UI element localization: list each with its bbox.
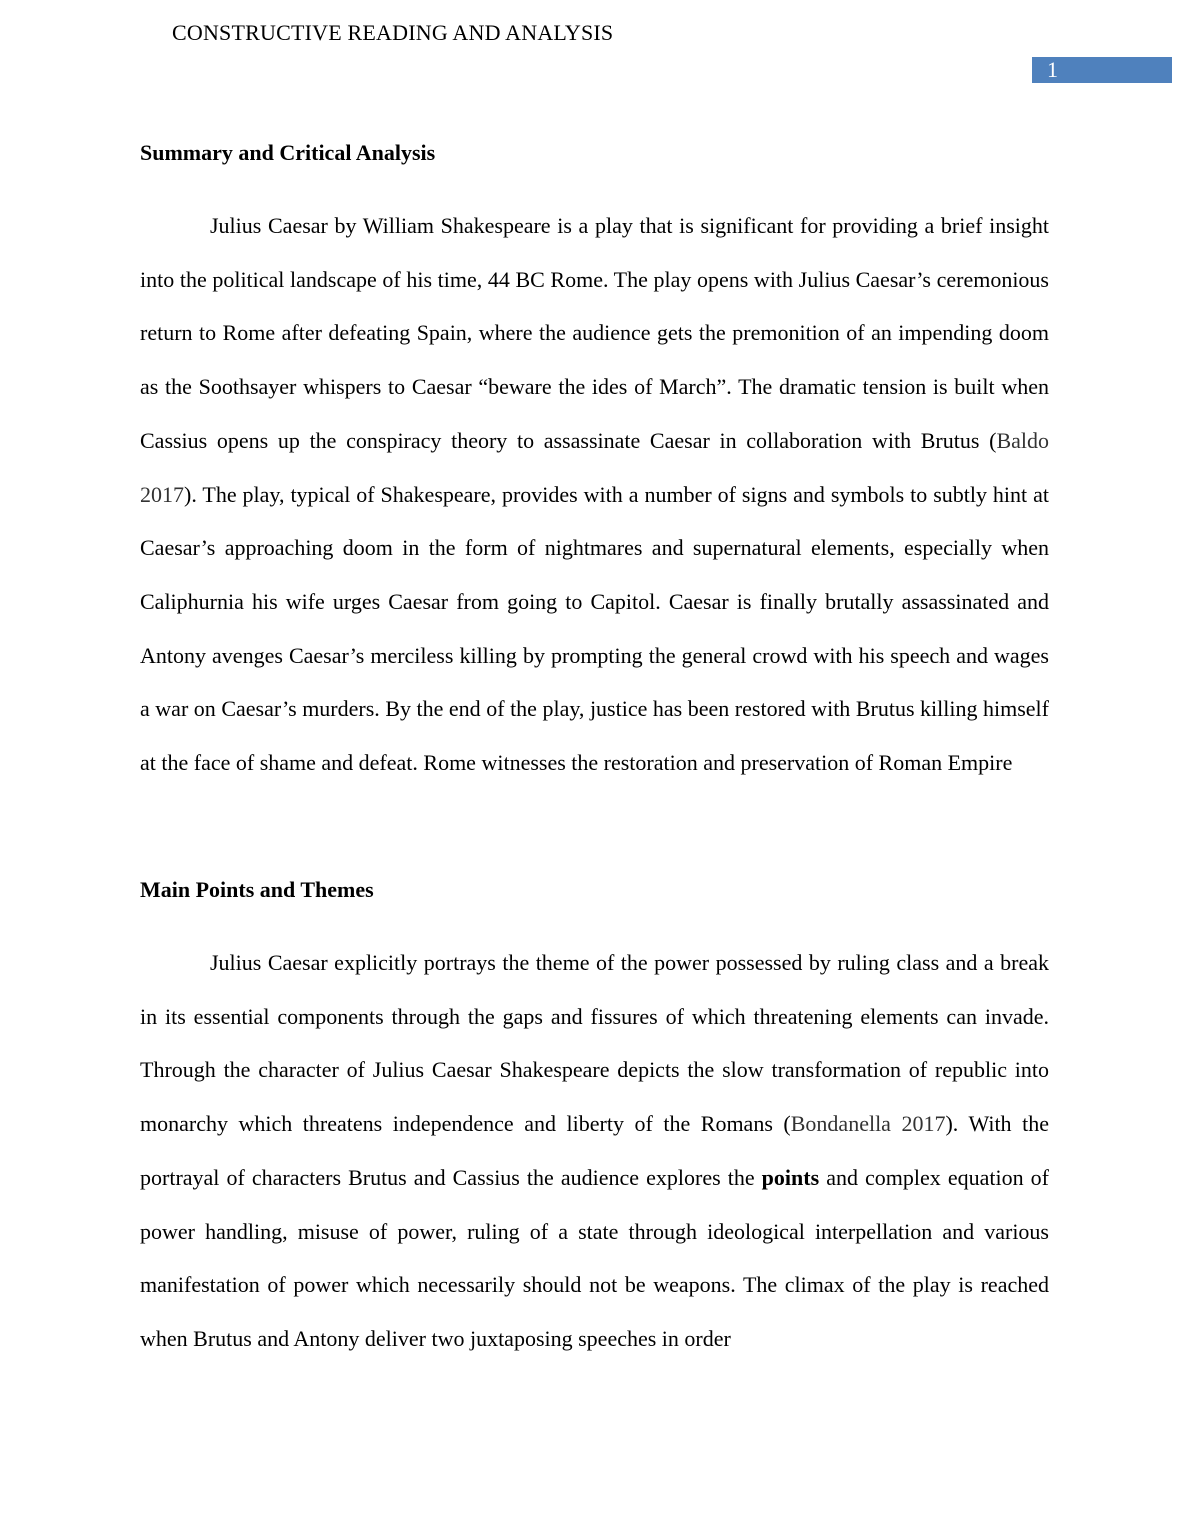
- paragraph-text: and complex equation of power handling, misuse of power, ruling of a state through ideological interpellation and various manifestation of power which necessarily should not be weapons. The climax of the play is reached when Brutus and Antony deliver two juxtaposing speeches in order: [140, 1164, 1049, 1351]
- page-number-badge: [1032, 57, 1172, 83]
- summary-paragraph: [140, 199, 1049, 790]
- citation: Bondanella 2017: [790, 1111, 946, 1137]
- section-heading-themes: Main Points and Themes: [140, 877, 374, 902]
- paragraph-text: Julius Caesar explicitly portrays the theme of the power possessed by ruling class and a break in its essential components through the gaps and fissures of which threatening elements can invade. Through the character of Julius Caesar Shakespeare depicts the slow transformation of republic into monarchy which threatens independence and liberty of the Romans (: [140, 950, 1049, 1137]
- paragraph-text: ). The play, typical of Shakespeare, provides with a number of signs and symbols to subtly hint at Caesar’s approaching doom in the form of nightmares and supernatural elements, especially when Caliphurnia his wife urges Caesar from going to Capitol. Caesar is finally brutally assassinated and Antony avenges Caesar’s merciless killing by prompting the general crowd with his speech and wages a war on Caesar’s murders. By the end of the play, justice has been restored with Brutus killing himself at the face of shame and defeat. Rome witnesses the restoration and preservation of Roman Empire: [140, 481, 1049, 776]
- citation: Baldo 2017: [140, 427, 1049, 507]
- section-heading-summary: Summary and Critical Analysis: [140, 140, 436, 165]
- paragraph-text: ). With the portrayal of characters Brutus and Cassius the audience explores the: [140, 1111, 1049, 1190]
- themes-paragraph: [140, 936, 1049, 1366]
- bold-word: points: [761, 1164, 820, 1190]
- page-number: 1: [1047, 57, 1058, 82]
- running-head: CONSTRUCTIVE READING AND ANALYSIS: [172, 20, 614, 45]
- paragraph-text: Julius Caesar by William Shakespeare is a play that is significant for providing a brief insight into the political landscape of his time, 44 BC Rome. The play opens with Julius Caesar’s ceremonious return to Rome after defeating Spain, where the audience gets the premonition of an impending doom as the Soothsayer whispers to Caesar “beware the ides of March”. The dramatic tension is built when Cassius opens up the conspiracy theory to assassinate Caesar in collaboration with Brutus (: [140, 213, 1049, 453]
